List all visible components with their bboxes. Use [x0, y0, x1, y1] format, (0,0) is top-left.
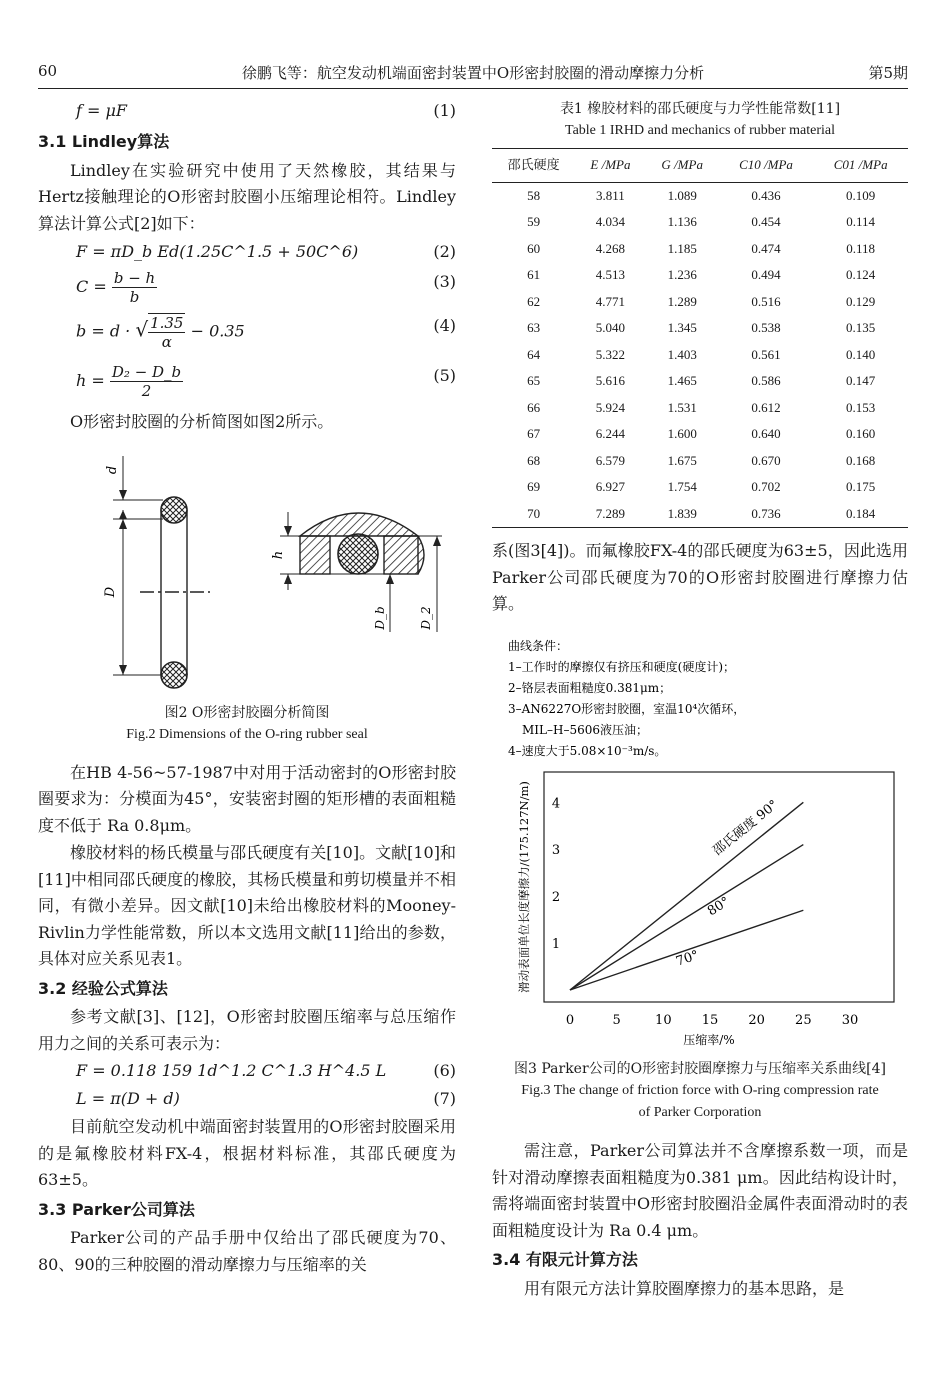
table-cell: 6.244 — [595, 426, 626, 441]
fig2-label-D2: D_2 — [419, 605, 433, 630]
x-tick-label: 20 — [748, 1013, 765, 1028]
eq7-expr: L = π(D + d) — [76, 1089, 180, 1108]
figure-3 — [492, 632, 908, 1052]
paragraph-parker-cont: 系(图3[4])。而氟橡胶FX-4的邵氏硬度为63±5，因此选用Parker公司邵氏硬度为70的O形密封胶圈进行摩擦力估算。 — [492, 541, 908, 613]
eq3-lhs: C = — [76, 277, 107, 296]
eq4-tail: − 0.35 — [190, 321, 245, 341]
table-cell: 0.702 — [751, 479, 781, 494]
running-header — [38, 62, 908, 86]
table-cell: 0.184 — [813, 501, 908, 528]
series-line — [570, 910, 803, 990]
equation-4 — [38, 313, 456, 363]
table-row — [492, 395, 908, 422]
chart-condition-line: 2–铬层表面粗糙度0.381μm； — [508, 681, 672, 695]
eq5-number: (5) — [433, 366, 456, 385]
chart-condition-line: 3–AN6227O形密封胶圈，室温10⁴次循环， — [508, 702, 746, 716]
col-header: E /MPa — [575, 149, 645, 183]
table-header-row — [492, 149, 908, 183]
table-cell: 4.034 — [595, 214, 626, 229]
running-title: 徐鹏飞等：航空发动机端面密封装置中O形密封胶圈的滑动摩擦力分析 — [241, 64, 705, 82]
table-cell: 0.129 — [846, 293, 876, 309]
fig2-caption-cn: 图2 O形密封胶圈分析简图 — [164, 704, 330, 721]
table-cell: 1.839 — [646, 501, 719, 528]
eq5-lhs: h = — [76, 371, 105, 390]
table-cell: 4.771 — [595, 293, 626, 309]
x-axis-label: 压缩率/% — [683, 1033, 735, 1047]
table-cell: 3.811 — [596, 187, 625, 203]
table-cell: 0.561 — [751, 346, 781, 362]
table-cell: 0.153 — [846, 399, 876, 415]
table1-title-en: Table 1 IRHD and mechanics of rubber material — [565, 123, 835, 138]
table-cell: 66 — [527, 399, 541, 415]
table-row — [492, 342, 908, 369]
table-cell: 0.454 — [751, 214, 781, 229]
y-axis-label: 滑动表面单位长度摩擦力/(175.127N/m) — [517, 781, 531, 993]
table-cell: 4.268 — [595, 240, 626, 256]
right-column-lower — [492, 1058, 908, 1303]
table-cell: 5.040 — [595, 320, 626, 335]
fig3-chart — [492, 632, 908, 1052]
equation-2 — [38, 239, 456, 269]
plot-frame — [544, 772, 894, 1002]
paragraph-lindley: Lindley在实验研究中使用了天然橡胶，其结果与Hertz接触理论的O形密封胶圈小压缩理论相符。Lindley算法计算公式[2]如下： — [38, 160, 456, 233]
x-tick-label: 25 — [795, 1013, 812, 1028]
eq4-lhs: b = d · — [76, 321, 131, 341]
table-cell: 59 — [527, 214, 541, 229]
fig2-label-Db: D_b — [373, 605, 387, 630]
section-3-3-heading: 3.3 Parker公司算法 — [38, 1199, 195, 1219]
table-cell: 65 — [527, 373, 541, 388]
table-cell: 0.175 — [846, 479, 876, 494]
series-line — [570, 845, 803, 990]
table-cell: 5.924 — [595, 399, 626, 415]
eq3-denominator: b — [129, 288, 140, 306]
fig2-label-d: d — [105, 465, 120, 474]
table-cell: 0.474 — [751, 240, 781, 256]
x-tick-label: 10 — [655, 1013, 672, 1028]
x-tick-label: 0 — [565, 1013, 575, 1028]
x-tick-label: 30 — [841, 1013, 859, 1028]
table-row — [492, 368, 908, 395]
table-cell: 67 — [527, 426, 541, 441]
table-cell: 0.124 — [846, 267, 876, 282]
right-column — [492, 538, 908, 619]
eq4-denominator: α — [161, 333, 172, 351]
ring-cross-section — [271, 512, 442, 632]
table-cell: 1.089 — [667, 187, 697, 203]
eq4-expr — [76, 313, 245, 351]
col-header: 邵氏硬度 — [492, 149, 575, 183]
eq5-fraction — [110, 363, 183, 400]
eq3-number: (3) — [433, 272, 456, 291]
eq1-expr: f = μF — [76, 101, 127, 120]
eq5-numerator: D₂ − D_b — [111, 363, 182, 381]
figure-2 — [38, 450, 456, 698]
table-cell: 0.436 — [751, 187, 781, 203]
table-cell: 4.513 — [595, 267, 626, 282]
table-row — [492, 262, 908, 289]
left-column — [38, 98, 456, 1279]
table-cell: 0.736 — [719, 501, 814, 528]
col-header: C01 /MPa — [813, 149, 908, 183]
table-cell: 61 — [527, 267, 541, 282]
table-cell: 1.465 — [667, 373, 697, 388]
paragraph-fx4: 目前航空发动机中端面密封装置用的O形密封胶圈采用的是氟橡胶材料FX-4，根据材料标准，其邵氏硬度为63±5。 — [38, 1117, 456, 1189]
table-cell: 0.670 — [751, 452, 781, 468]
fig2-label-h: h — [271, 550, 286, 559]
table-cell: 0.135 — [846, 320, 876, 335]
fig2-caption-en: Fig.2 Dimensions of the O-ring rubber seal — [126, 726, 368, 742]
paragraph-roughness: 需注意，Parker公司算法并不含摩擦系数一项，而是针对滑动摩擦表面粗糙度为0.381 μm。因此结构设计时，需将端面密封装置中O形密封胶圈沿金属件表面滑动时的表面粗糙度设计为 Ra 0.4 μm。 — [492, 1141, 908, 1240]
table-row — [492, 236, 908, 263]
table-cell: 1.185 — [667, 240, 697, 256]
sqrt-sign: √ — [135, 317, 149, 342]
equation-1 — [38, 98, 456, 126]
section-3-2-heading: 3.2 经验公式算法 — [38, 978, 168, 998]
eq1-number: (1) — [433, 101, 456, 120]
table-cell: 5.322 — [595, 346, 626, 362]
x-tick-label: 15 — [701, 1013, 719, 1028]
eq4-numerator: 1.35 — [150, 314, 184, 332]
fig3-caption-cn: 图3 Parker公司的O形密封胶圈摩擦力与压缩率关系曲线[4] — [514, 1061, 886, 1077]
table-row — [492, 448, 908, 475]
equation-6 — [38, 1058, 456, 1086]
table-cell: 6.579 — [595, 452, 626, 468]
table-cell: 69 — [527, 479, 541, 494]
fig3-caption-en-2: of Parker Corporation — [638, 1105, 762, 1120]
eq3-fraction — [112, 269, 157, 306]
table-row — [492, 501, 908, 528]
fig2-diagram — [38, 450, 456, 698]
chart-condition-line: 曲线条件： — [508, 639, 569, 653]
paragraph-youngs-modulus: 橡胶材料的杨氏模量与邵氏硬度有关[10]。文献[10]和[11]中相同邵氏硬度的橡胶，其杨氏模量和剪切模量并不相同，有微小差异。因文献[10]未给出橡胶材料的Mooney-Rivlin力学性能常数，所以本文选用文献[11]给出的参数，具体对应关系见表1。 — [38, 843, 456, 968]
table-cell: 1.403 — [667, 346, 697, 362]
table-cell: 0.109 — [846, 187, 876, 203]
table-row — [492, 209, 908, 236]
table-cell: 0.114 — [846, 214, 876, 229]
series-label: 80° — [705, 894, 733, 920]
section-3-4-heading: 3.4 有限元计算方法 — [492, 1250, 638, 1269]
table-cell: 0.147 — [846, 373, 876, 388]
table-cell: 1.675 — [667, 452, 697, 468]
paragraph-fig2-ref: O形密封胶圈的分析简图如图2所示。 — [70, 412, 334, 431]
table-cell: 0.516 — [751, 293, 781, 309]
table-cell: 5.616 — [595, 373, 626, 388]
equation-7 — [38, 1086, 456, 1114]
table-cell: 60 — [527, 240, 541, 256]
x-tick-label: 5 — [612, 1013, 621, 1028]
paragraph-parker: Parker公司的产品手册中仅给出了邵氏硬度为70、80、90的三种胶圈的滑动摩擦力与压缩率的关 — [38, 1228, 456, 1274]
eq3-numerator: b − h — [113, 269, 156, 287]
eq6-number: (6) — [433, 1061, 456, 1080]
chart-condition-line: MIL–H–5606液压油； — [522, 723, 649, 737]
table-cell: 58 — [527, 187, 541, 203]
paragraph-fem: 用有限元方法计算胶圈摩擦力的基本思路，是 — [524, 1278, 845, 1298]
table-1 — [492, 148, 908, 528]
eq3-expr — [76, 269, 157, 306]
table-row — [492, 182, 908, 209]
col-header: G /MPa — [646, 149, 719, 183]
table-cell: 62 — [527, 293, 541, 309]
header-rule — [38, 88, 908, 89]
page-number: 60 — [38, 62, 58, 80]
table-1-block — [492, 98, 908, 528]
table-row — [492, 421, 908, 448]
table-cell: 1.531 — [667, 399, 697, 415]
fig3-caption-en-1: Fig.3 The change of friction force with O-ring compression rate — [521, 1083, 879, 1098]
col-header: C10 /MPa — [719, 149, 814, 183]
chart-condition-line: 1–工作时的摩擦仅有挤压和硬度(硬度计)； — [508, 660, 735, 674]
table-row — [492, 289, 908, 316]
table-cell: 0.140 — [846, 346, 876, 362]
table-cell: 0.168 — [846, 452, 876, 468]
table-row — [492, 474, 908, 501]
equation-5 — [38, 363, 456, 409]
table-cell: 0.640 — [751, 426, 781, 441]
table-cell: 6.927 — [595, 479, 626, 494]
fig2-label-D: D — [103, 586, 118, 597]
eq7-number: (7) — [433, 1089, 456, 1108]
y-tick-label: 3 — [551, 843, 561, 859]
table-cell: 1.754 — [667, 479, 697, 494]
table-cell: 0.494 — [751, 267, 781, 282]
table-cell: 63 — [527, 320, 541, 335]
table-cell: 0.586 — [751, 373, 781, 388]
table-cell: 70 — [492, 501, 575, 528]
eq6-expr: F = 0.118 159 1d^1.2 C^1.3 H^4.5 L — [76, 1061, 387, 1080]
table-body — [492, 182, 908, 528]
table-cell: 68 — [527, 452, 541, 468]
table-cell: 7.289 — [575, 501, 645, 528]
table-cell: 0.538 — [751, 320, 781, 335]
table-cell: 64 — [527, 346, 541, 362]
eq4-fraction — [148, 313, 185, 351]
chart-condition-line: 4–速度大于5.08×10⁻³m/s。 — [508, 744, 667, 758]
paragraph-hb-standard: 在HB 4-56~57-1987中对用于活动密封的O形密封胶圈要求为：分模面为45°，安装密封圈的矩形槽的表面粗糙度不低于 Ra 0.8μm。 — [38, 762, 456, 835]
table1-title-cn: 表1 橡胶材料的邵氏硬度与力学性能常数[11] — [559, 101, 841, 117]
y-tick-label: 2 — [551, 890, 561, 906]
table-row — [492, 315, 908, 342]
table-cell: 1.345 — [667, 320, 697, 335]
table-cell: 1.136 — [667, 214, 697, 229]
table-cell: 1.600 — [667, 426, 697, 441]
table-cell: 1.236 — [667, 267, 697, 282]
eq5-denominator: 2 — [141, 382, 152, 400]
issue-number: 第5期 — [868, 64, 908, 82]
table-cell: 0.612 — [751, 399, 781, 415]
y-tick-label: 4 — [551, 796, 561, 812]
series-label: 70° — [674, 947, 701, 970]
equation-3 — [38, 269, 456, 313]
series-label: 邵氏硬度 90° — [710, 797, 782, 859]
table-cell: 0.118 — [846, 240, 876, 256]
paragraph-empirical: 参考文献[3]、[12]，O形密封胶圈压缩率与总压缩作用力之间的关系可表示为： — [38, 1007, 456, 1053]
ring-side-view — [103, 456, 210, 688]
eq4-number: (4) — [433, 316, 456, 335]
table-cell: 0.160 — [846, 426, 876, 441]
table-cell: 1.289 — [667, 293, 697, 309]
eq5-expr — [76, 363, 183, 400]
section-3-1-heading: 3.1 Lindley算法 — [38, 132, 170, 151]
y-tick-label: 1 — [551, 937, 561, 953]
eq2-expr: F = πD_b Ed(1.25C^1.5 + 50C^6) — [76, 242, 359, 261]
eq2-number: (2) — [433, 242, 456, 261]
